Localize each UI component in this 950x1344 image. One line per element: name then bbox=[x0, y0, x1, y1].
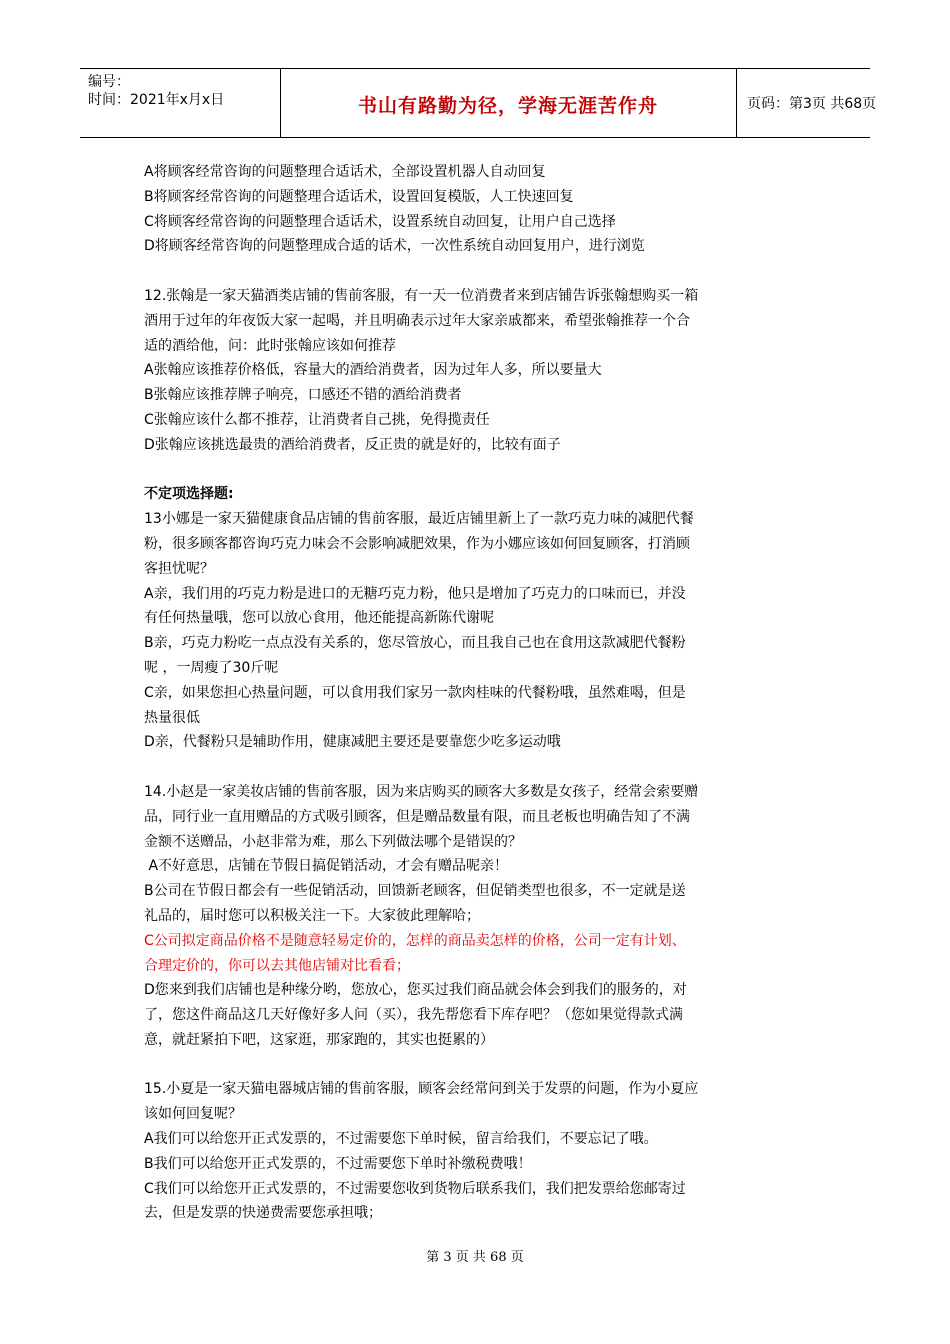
option-line: 了，您这件商品这几天好像好多人问（买），我先帮您看下库存吧？（您如果觉得款式满 bbox=[144, 1007, 683, 1024]
option-line: D亲，代餐粉只是辅助作用，健康减肥主要还是要靠您少吃多运动哦 bbox=[144, 734, 561, 751]
document-number-label: 编号： bbox=[88, 74, 130, 90]
question-line: 13小娜是一家天猫健康食品店铺的售前客服，最近店铺里新上了一款巧克力味的减肥代餐 bbox=[144, 511, 694, 528]
question-line: 酒用于过年的年夜饭大家一起喝，并且明确表示过年大家亲戚都来，希望张翰推荐一个合 bbox=[144, 312, 690, 329]
option-line: D将顾客经常咨询的问题整理成合适的话术，一次性系统自动回复用户，进行浏览 bbox=[144, 238, 645, 255]
option-line: B亲，巧克力粉吃一点点没有关系的，您尽管放心，而且我自己也在食用这款减肥代餐粉 bbox=[144, 635, 686, 652]
header-info-cell bbox=[80, 69, 281, 137]
option-line: 有任何热量哦，您可以放心食用，他还能提高新陈代谢呢 bbox=[144, 610, 494, 627]
question-line: 15.小夏是一家天猫电器城店铺的售前客服，顾客会经常问到关于发票的问题，作为小夏应 bbox=[144, 1081, 699, 1098]
option-line: 呢 ，一周瘦了30斤呢 bbox=[144, 659, 279, 676]
question-line: 适的酒给他，问：此时张翰应该如何推荐 bbox=[144, 337, 396, 354]
option-line: C我们可以给您开正式发票的，不过需要您收到货物后联系我们，我们把发票给您邮寄过 bbox=[144, 1180, 686, 1197]
question-line: 14.小赵是一家美妆店铺的售前客服，因为来店购买的顾客大多数是女孩子，经常会索要赠 bbox=[144, 783, 699, 800]
header-motto-cell bbox=[280, 69, 737, 137]
option-line: C亲，如果您担心热量问题，可以食用我们家另一款肉桂味的代餐粉哦，虽然难喝，但是 bbox=[144, 684, 686, 701]
question-line: 品，同行业一直用赠品的方式吸引顾客，但是赠品数量有限，而且老板也明确告知了不满 bbox=[144, 808, 690, 825]
page-footer: 第 3 页 共 68 页 bbox=[426, 1250, 524, 1265]
option-line: B我们可以给您开正式发票的，不过需要您下单时补缴税费哦！ bbox=[144, 1155, 532, 1172]
option-line: A将顾客经常咨询的问题整理合适话术，全部设置机器人自动回复 bbox=[144, 164, 546, 180]
option-line: B将顾客经常咨询的问题整理合适话术，设置回复模版，人工快速回复 bbox=[144, 188, 574, 205]
highlighted-answer-line: 合理定价的，你可以去其他店铺对比看看； bbox=[144, 957, 410, 974]
option-line: 热量很低 bbox=[144, 709, 200, 726]
page-header bbox=[80, 68, 877, 138]
option-line: 礼品的，届时您可以积极关注一下。大家彼此理解哈； bbox=[144, 907, 480, 924]
option-line: C将顾客经常咨询的问题整理合适话术，设置系统自动回复，让用户自己选择 bbox=[144, 213, 616, 230]
section-heading: 不定项选择题: bbox=[144, 486, 234, 503]
option-line: A我们可以给您开正式发票的，不过需要您下单时候，留言给我们，不要忘记了哦。 bbox=[144, 1131, 658, 1148]
question-line: 金额不送赠品，小赵非常为难，那么下列做法哪个是错误的？ bbox=[144, 833, 522, 850]
option-line: D您来到我们店铺也是种缘分哟，您放心，您买过我们商品就会体会到我们的服务的，对 bbox=[144, 982, 687, 999]
question-line: 粉，很多顾客都咨询巧克力味会不会影响减肥效果，作为小娜应该如何回复顾客，打消顾 bbox=[144, 535, 690, 552]
document-date-label: 时间：2021年x月x日 bbox=[88, 92, 225, 108]
option-line: A亲，我们用的巧克力粉是进口的无糖巧克力粉，他只是增加了巧克力的口味而已，并没 bbox=[144, 585, 686, 602]
header-page-cell bbox=[737, 69, 877, 137]
option-line: 去，但是发票的快递费需要您承担哦； bbox=[144, 1205, 382, 1222]
option-line: A张翰应该推荐价格低，容量大的酒给消费者，因为过年人多，所以要量大 bbox=[144, 362, 602, 379]
option-line: D张翰应该挑选最贵的酒给消费者，反正贵的就是好的，比较有面子 bbox=[144, 436, 561, 453]
document-body bbox=[144, 160, 816, 1226]
question-line: 客担忧呢？ bbox=[144, 560, 214, 577]
option-line: B张翰应该推荐牌子响亮，口感还不错的酒给消费者 bbox=[144, 387, 462, 404]
question-line: 12.张翰是一家天猫酒类店铺的售前客服，有一天一位消费者来到店铺告诉张翰想购买一箱 bbox=[144, 287, 699, 304]
option-line: 意，就赶紧拍下吧，这家逛，那家跑的，其实也挺累的） bbox=[144, 1031, 494, 1048]
question-line: 该如何回复呢？ bbox=[144, 1106, 242, 1123]
header-motto: 书山有路勤为径，学海无涯苦作舟 bbox=[357, 95, 658, 117]
option-line: B公司在节假日都会有一些促销活动，回馈新老顾客，但促销类型也很多，不一定就是送 bbox=[144, 883, 686, 900]
highlighted-answer-line: C公司拟定商品价格不是随意轻易定价的，怎样的商品卖怎样的价格，公司一定有计划、 bbox=[144, 932, 686, 949]
option-line: C张翰应该什么都不推荐，让消费者自己挑，免得揽责任 bbox=[144, 411, 490, 428]
option-line: A不好意思，店铺在节假日搞促销活动，才会有赠品呢亲！ bbox=[144, 858, 509, 875]
header-page-info: 页码：第3页 共68页 bbox=[747, 96, 877, 112]
